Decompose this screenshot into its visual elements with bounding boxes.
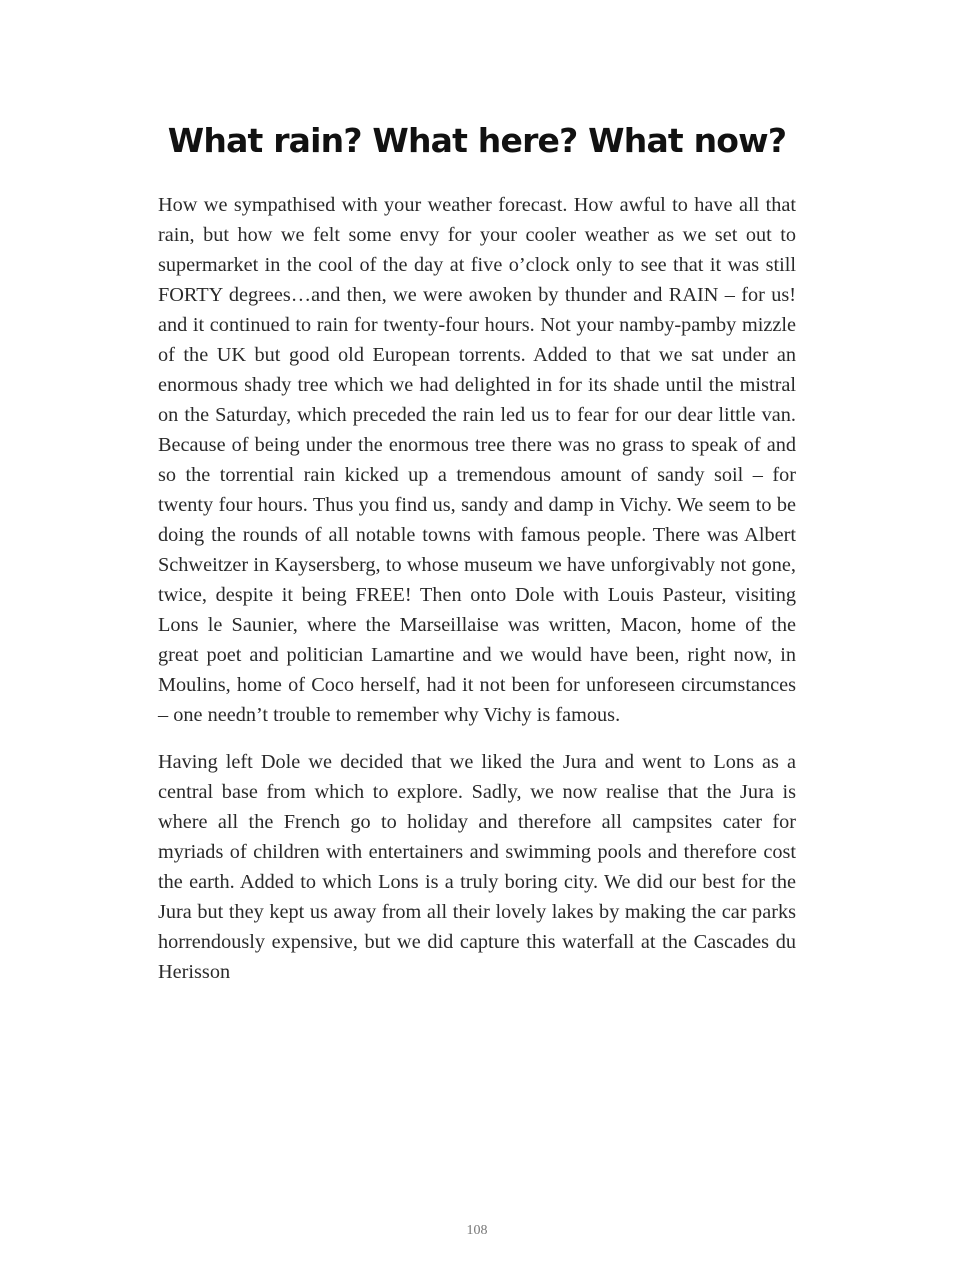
- paragraph: Having left Dole we decided that we liked the Jura and went to Lons as a central base from which to explore. Sadly, we now realise that the Jura is where all the French go to holiday and therefore all campsites cater for myriads of children with entertainers and swimming pools and therefore cost the earth. Added to which Lons is a truly boring city. We did our best for the Jura but they kept us away from all their lovely lakes by making the car parks horrendously expensive, but we did capture this waterfall at the Cascades du Herisson: [158, 751, 796, 983]
- body-text: [158, 190, 796, 1004]
- page-number: 108: [466, 1223, 488, 1238]
- page-title: What rain? What here? What now?: [167, 121, 787, 160]
- paragraph: How we sympathised with your weather forecast. How awful to have all that rain, but how we felt some envy for your cooler weather as we set out to supermarket in the cool of the day at five o’clock only to see that it was still FORTY degrees…and then, we were awoken by thunder and RAIN – for us! and it continued to rain for twenty-four hours. Not your namby-pamby mizzle of the UK but good old European torrents. Added to that we sat under an enormous shady tree which we had delighted in for its shade until the mistral on the Saturday, which preceded the rain led us to fear for our dear little van. Because of being under the enormous tree there was no grass to speak of and so the torrential rain kicked up a tremendous amount of sandy soil – for twenty four hours. Thus you find us, sandy and damp in Vichy. We seem to be doing the rounds of all notable towns with famous people. There was Albert Schweitzer in Kaysersberg, to whose museum we have unforgivably not gone, twice, despite it being FREE! Then onto Dole with Louis Pasteur, visiting Lons le Saunier, where the Marseillaise was written, Macon, home of the great poet and politician Lamartine and we would have been, right now, in Moulins, home of Coco herself, had it not been for unforeseen circumstances – one needn’t trouble to remember why Vichy is famous.: [158, 194, 796, 726]
